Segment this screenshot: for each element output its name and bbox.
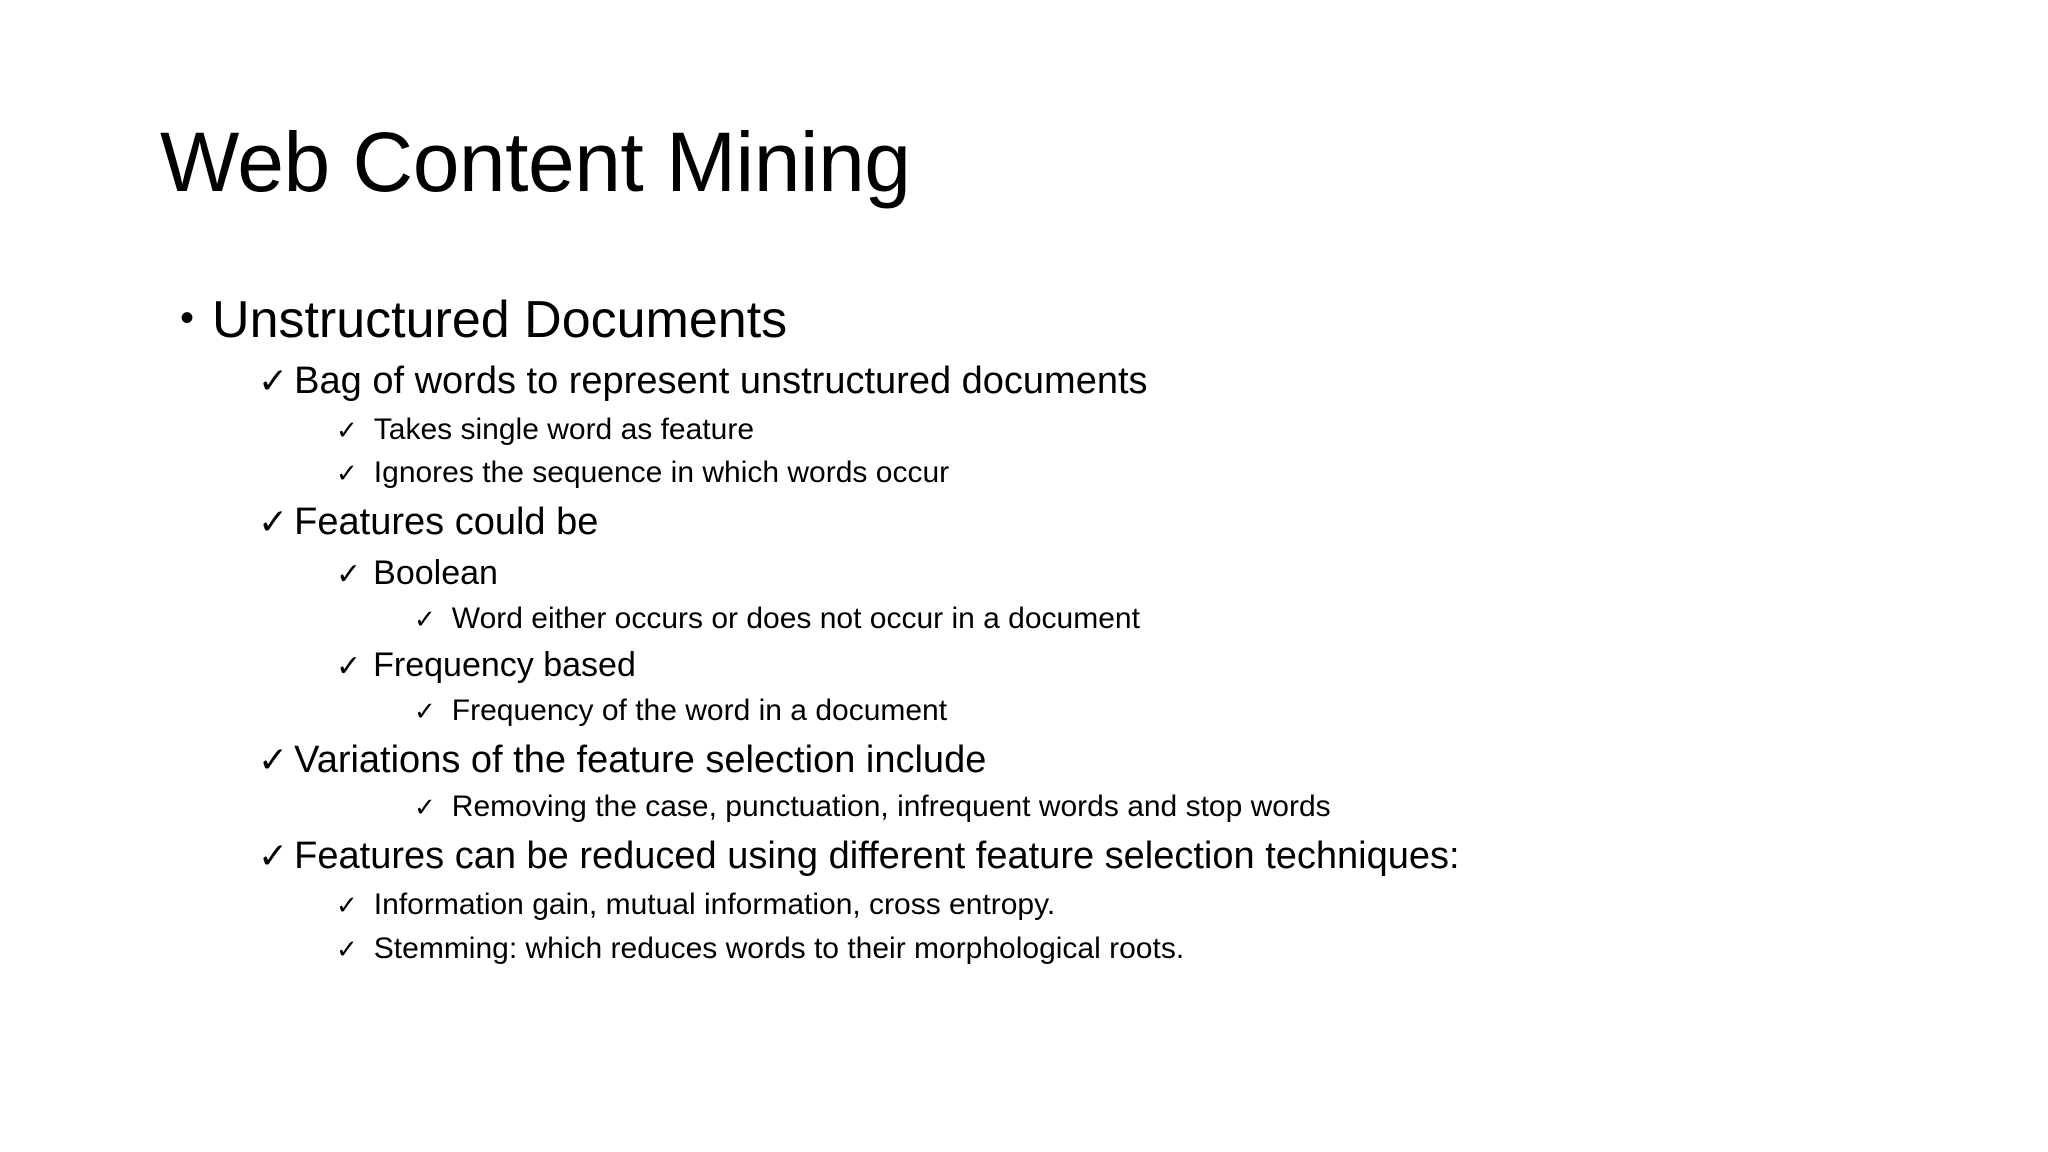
check-item xyxy=(414,696,947,726)
check-item xyxy=(336,648,636,682)
bullet-text: Unstructured Documents xyxy=(212,291,788,349)
check-text: Variations of the feature selection include xyxy=(294,739,987,781)
checkmark-icon: ✓ xyxy=(336,415,358,445)
bullet-item xyxy=(180,291,788,349)
check-text: Frequency based xyxy=(373,646,636,684)
checkmark-icon: ✓ xyxy=(336,458,358,488)
check-item xyxy=(258,837,1460,875)
check-text: Stemming: which reduces words to their morphological roots. xyxy=(373,932,1185,965)
checkmark-icon: ✓ xyxy=(414,696,436,726)
check-item xyxy=(414,792,1331,822)
bullet-icon: • xyxy=(180,296,195,340)
check-text: Removing the case, punctuation, infrequent words and stop words xyxy=(451,790,1331,823)
checkmark-icon: ✓ xyxy=(414,792,436,822)
check-item xyxy=(336,415,754,445)
check-item xyxy=(336,556,498,590)
checkmark-icon: ✓ xyxy=(336,890,358,920)
checkmark-icon: ✓ xyxy=(258,501,289,542)
checkmark-icon: ✓ xyxy=(258,739,289,780)
check-item xyxy=(258,362,1148,400)
checkmark-icon: ✓ xyxy=(336,934,358,964)
check-item xyxy=(258,741,986,779)
checkmark-icon: ✓ xyxy=(336,558,362,591)
check-item xyxy=(336,458,949,488)
checkmark-icon: ✓ xyxy=(258,360,289,401)
check-item xyxy=(258,503,598,541)
check-text: Boolean xyxy=(373,554,498,592)
slide-title: Web Content Mining xyxy=(160,115,911,209)
check-text: Word either occurs or does not occur in a document xyxy=(451,602,1140,635)
check-text: Frequency of the word in a document xyxy=(451,694,948,727)
check-item xyxy=(414,604,1140,634)
checkmark-icon: ✓ xyxy=(336,650,362,683)
check-item xyxy=(336,890,1055,920)
check-text: Features could be xyxy=(294,501,599,543)
check-item xyxy=(336,934,1184,964)
check-text: Features can be reduced using different feature selection techniques: xyxy=(294,835,1460,877)
check-text: Takes single word as feature xyxy=(373,413,754,446)
checkmark-icon: ✓ xyxy=(414,604,436,634)
checkmark-icon: ✓ xyxy=(258,835,289,876)
check-text: Information gain, mutual information, cross entropy. xyxy=(373,888,1056,921)
check-text: Ignores the sequence in which words occur xyxy=(373,456,950,489)
check-text: Bag of words to represent unstructured documents xyxy=(294,360,1148,402)
